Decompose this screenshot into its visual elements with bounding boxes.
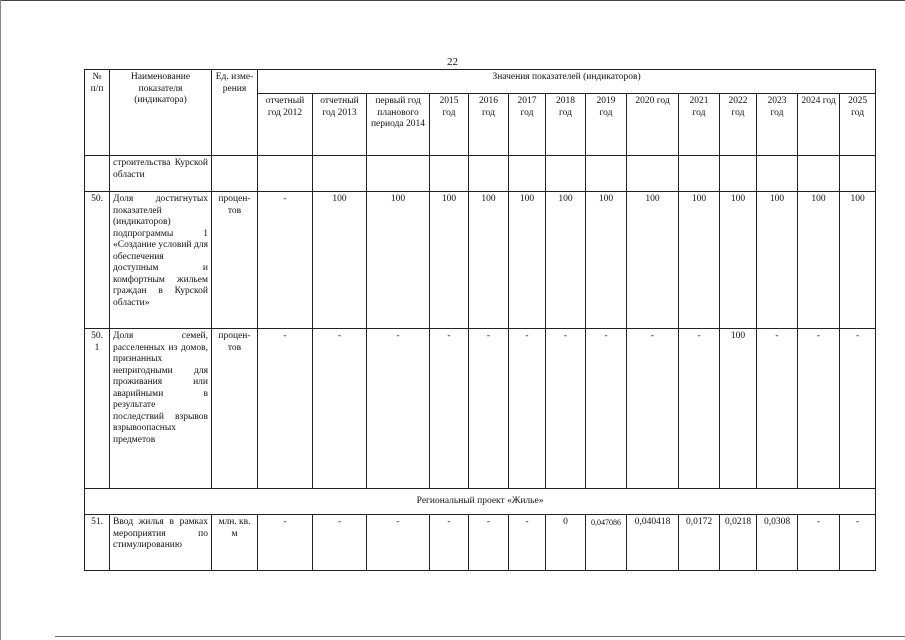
header-year: 2020 год bbox=[627, 94, 679, 156]
row-value: - bbox=[313, 515, 367, 571]
row-value bbox=[798, 156, 840, 192]
row-name: Доля семей, расселенных из домов, признанных непригодными для проживания или аварийными в результате последствий взрывов взрывоопасных предметов bbox=[110, 329, 212, 489]
row-value: 100 bbox=[367, 192, 430, 329]
header-year: 2023 год bbox=[757, 94, 798, 156]
row-value: 0,0218 bbox=[720, 515, 757, 571]
row-value: - bbox=[430, 515, 469, 571]
row-value: 100 bbox=[509, 192, 546, 329]
row-num: 51. bbox=[85, 515, 110, 571]
header-year: отчетный год 2013 bbox=[313, 94, 367, 156]
row-value: 100 bbox=[586, 192, 627, 329]
header-num: № п/п bbox=[85, 70, 110, 156]
row-value: - bbox=[258, 515, 313, 571]
header-year: 2022 год bbox=[720, 94, 757, 156]
header-year: отчетный год 2012 bbox=[258, 94, 313, 156]
row-value bbox=[757, 156, 798, 192]
header-row-1 bbox=[85, 70, 876, 94]
page-number: 22 bbox=[447, 56, 458, 68]
row-value bbox=[586, 156, 627, 192]
header-unit: Ед. изме-рения bbox=[212, 70, 258, 156]
row-value: - bbox=[798, 515, 840, 571]
row-unit bbox=[212, 156, 258, 192]
row-value bbox=[679, 156, 720, 192]
header-year: 2018 год bbox=[546, 94, 586, 156]
row-value: - bbox=[627, 329, 679, 489]
header-year: 2019 год bbox=[586, 94, 627, 156]
row-value: 100 bbox=[720, 329, 757, 489]
row-value bbox=[430, 156, 469, 192]
row-name: Доля достигнутых показателей (индикаторов) подпрограммы 1 «Создание условий для обеспечения доступным и комфортным жильем граждан в Курской области» bbox=[110, 192, 212, 329]
section-title: Региональный проект «Жилье» bbox=[85, 489, 876, 515]
row-unit: млн. кв. м bbox=[212, 515, 258, 571]
row-value bbox=[258, 156, 313, 192]
table-row bbox=[85, 192, 876, 329]
header-year: 2021 год bbox=[679, 94, 720, 156]
header-year: 2024 год bbox=[798, 94, 840, 156]
header-year: 2016 год bbox=[469, 94, 509, 156]
row-value bbox=[469, 156, 509, 192]
row-value: 0 bbox=[546, 515, 586, 571]
row-value: 100 bbox=[469, 192, 509, 329]
row-value: - bbox=[586, 329, 627, 489]
header-name: Наименование показателя (индикатора) bbox=[110, 70, 212, 156]
header-year: 2017 год bbox=[509, 94, 546, 156]
row-value: 100 bbox=[430, 192, 469, 329]
row-value bbox=[367, 156, 430, 192]
row-name: строительства Курской области bbox=[110, 156, 212, 192]
row-value: 0,040418 bbox=[627, 515, 679, 571]
header-year: 2015 год bbox=[430, 94, 469, 156]
row-value: - bbox=[313, 329, 367, 489]
row-value bbox=[627, 156, 679, 192]
row-unit: процен-тов bbox=[212, 192, 258, 329]
row-value bbox=[720, 156, 757, 192]
page-edge-left bbox=[0, 0, 1, 640]
row-name: Ввод жилья в рамках мероприятия по стимулированию bbox=[110, 515, 212, 571]
row-value: 0,0172 bbox=[679, 515, 720, 571]
row-value: 100 bbox=[679, 192, 720, 329]
table-row bbox=[85, 515, 876, 571]
row-value: - bbox=[258, 329, 313, 489]
row-value: 100 bbox=[798, 192, 840, 329]
header-values-group: Значения показателей (индикаторов) bbox=[258, 70, 876, 94]
row-value: 0,0308 bbox=[757, 515, 798, 571]
row-value bbox=[546, 156, 586, 192]
row-value bbox=[509, 156, 546, 192]
row-value: - bbox=[679, 329, 720, 489]
section-row bbox=[85, 489, 876, 515]
row-value: - bbox=[430, 329, 469, 489]
header-year: 2025 год bbox=[840, 94, 876, 156]
row-value: - bbox=[546, 329, 586, 489]
row-value: - bbox=[469, 515, 509, 571]
row-num: 50. bbox=[85, 192, 110, 329]
row-value: - bbox=[509, 329, 546, 489]
row-value: - bbox=[367, 515, 430, 571]
row-value: 0,047086 bbox=[586, 515, 627, 571]
row-value: - bbox=[258, 192, 313, 329]
page-edge-bottom bbox=[55, 636, 905, 637]
header-year: первый год планового периода 2014 bbox=[367, 94, 430, 156]
table-row bbox=[85, 329, 876, 489]
row-value: 100 bbox=[757, 192, 798, 329]
row-value: 100 bbox=[313, 192, 367, 329]
row-value: 100 bbox=[546, 192, 586, 329]
row-unit: процен-тов bbox=[212, 329, 258, 489]
row-value: 100 bbox=[627, 192, 679, 329]
row-value: - bbox=[840, 329, 876, 489]
row-value: - bbox=[798, 329, 840, 489]
row-value: - bbox=[469, 329, 509, 489]
row-value bbox=[313, 156, 367, 192]
row-value: - bbox=[367, 329, 430, 489]
row-num: 50. 1 bbox=[85, 329, 110, 489]
page-edge-top bbox=[0, 0, 905, 1]
indicators-table bbox=[84, 69, 876, 571]
row-value: - bbox=[509, 515, 546, 571]
row-value bbox=[840, 156, 876, 192]
row-value: - bbox=[757, 329, 798, 489]
row-value: 100 bbox=[840, 192, 876, 329]
row-value: - bbox=[840, 515, 876, 571]
row-value: 100 bbox=[720, 192, 757, 329]
row-num bbox=[85, 156, 110, 192]
table-row bbox=[85, 156, 876, 192]
